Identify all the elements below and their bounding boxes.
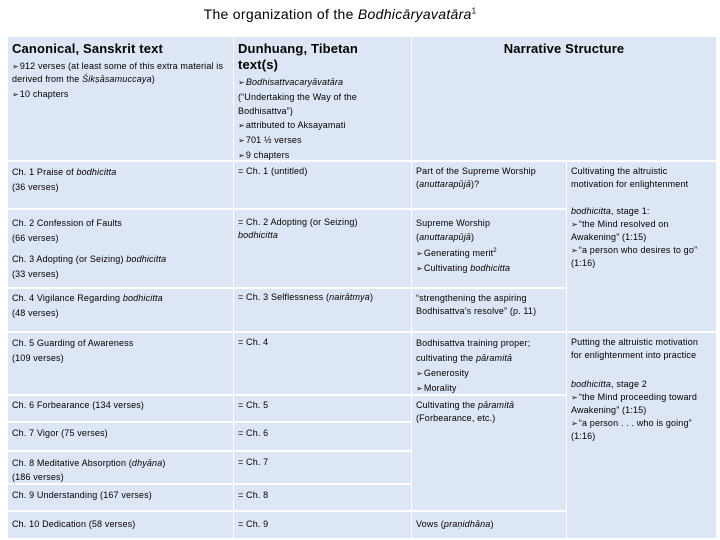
dunhuang-ch8: = Ch. 7	[238, 457, 269, 467]
dunhuang-ch7: = Ch. 6	[238, 428, 269, 438]
header-canonical: Canonical, Sanskrit text	[12, 41, 163, 56]
page-title: The organization of the Bodhicāryavatāra$^1$	[203, 6, 477, 22]
row-divider	[8, 450, 411, 452]
table-row-ch4: Ch. 4 Vigilance Regarding bodhicitta (48 verses)	[12, 293, 163, 318]
table-row-ch7: Ch. 7 Vigor (75 verses)	[12, 428, 108, 438]
dunhuang-ch2-3: = Ch. 2 Adopting (or Seizing) bodhicitta	[238, 217, 358, 240]
dunhuang-ch6: = Ch. 5	[238, 400, 269, 410]
dunhuang-ch1: = Ch. 1 (untitled)	[238, 166, 308, 176]
dunhuang-ch5: = Ch. 4	[238, 337, 269, 347]
table-row-ch10: Ch. 10 Dedication (58 verses)	[12, 519, 136, 529]
dunhuang-ch10: = Ch. 9	[238, 519, 269, 529]
bodhicitta-stage-2: bodhicitta, stage 2 ➢ “the Mind proceeding toward Awakening” (1:15) ➢ “a person . . . who is going” (1:16)	[567, 376, 716, 445]
table-row-ch3: Ch. 3 Adopting (or Seizing) bodhicitta (33 verses)	[12, 254, 167, 279]
motivation-practice: Putting the altruistic motivation for enlightenment into practice	[571, 337, 699, 360]
row-divider	[8, 510, 566, 512]
table-row-ch9: Ch. 9 Understanding (167 verses)	[12, 490, 152, 500]
row-divider	[8, 208, 566, 210]
table-row-ch2: Ch. 2 Confession of Faults (66 verses)	[12, 218, 122, 243]
header-dunhuang: Dunhuang, Tibetan text(s)	[238, 41, 359, 72]
table-row-ch1: Ch. 1 Praise of bodhicitta (36 verses)	[12, 167, 117, 192]
narrative-strengthening: “strengthening the aspiring Bodhisattva’s resolve” (p. 11)	[416, 293, 537, 316]
table-row-ch5: Ch. 5 Guarding of Awareness (109 verses)	[12, 338, 134, 363]
narrative-supreme-worship: Supreme Worship (anuttarapūjā) ➢ Generating merit$^2$ ➢ Cultivating bodhicitta	[412, 214, 566, 278]
canonical-summary: ➢ 912 verses (at least some of this extra material is derived from the Śikṣāsamuccaya) ➢ 10 chapters	[8, 58, 233, 103]
table-row-ch8: Ch. 8 Meditative Absorption (dhyāna) (186 verses)	[12, 458, 166, 482]
narrative-paramita: Cultivating the pāramitā (Forbearance, etc.)	[416, 400, 515, 423]
dunhuang-summary: ➢ Bodhisattvacaryāvatāra (“Undertaking the Way of the Bodhisattva”) ➢ attributed to Aksayamati ➢ 701 ½ verses ➢ 9 chapters	[234, 73, 411, 165]
motivation-cultivating: Cultivating the altruistic motivation for enlightenment	[571, 166, 689, 189]
header-narrative: Narrative Structure	[503, 41, 625, 56]
dunhuang-ch9: = Ch. 8	[238, 490, 269, 500]
narrative-training: Bodhisattva training proper; cultivating the pāramitā ➢ Generosity ➢ Morality	[412, 334, 566, 398]
table-row-ch6: Ch. 6 Forbearance (134 verses)	[12, 400, 145, 410]
narrative-supreme-worship-part: Part of the Supreme Worship (anuttarapūjā)?	[416, 166, 536, 189]
organization-table	[8, 37, 716, 538]
row-divider	[8, 331, 716, 333]
row-divider	[8, 421, 411, 423]
bodhicitta-stage-1: bodhicitta, stage 1: ➢ “the Mind resolved on Awakening” (1:15) ➢ “a person who desires to go” (1:16)	[567, 203, 716, 272]
narrative-vows: Vows (praṇidhāna)	[416, 519, 494, 529]
dunhuang-ch4: = Ch. 3 Selflessness (nairātmya)	[238, 292, 374, 302]
